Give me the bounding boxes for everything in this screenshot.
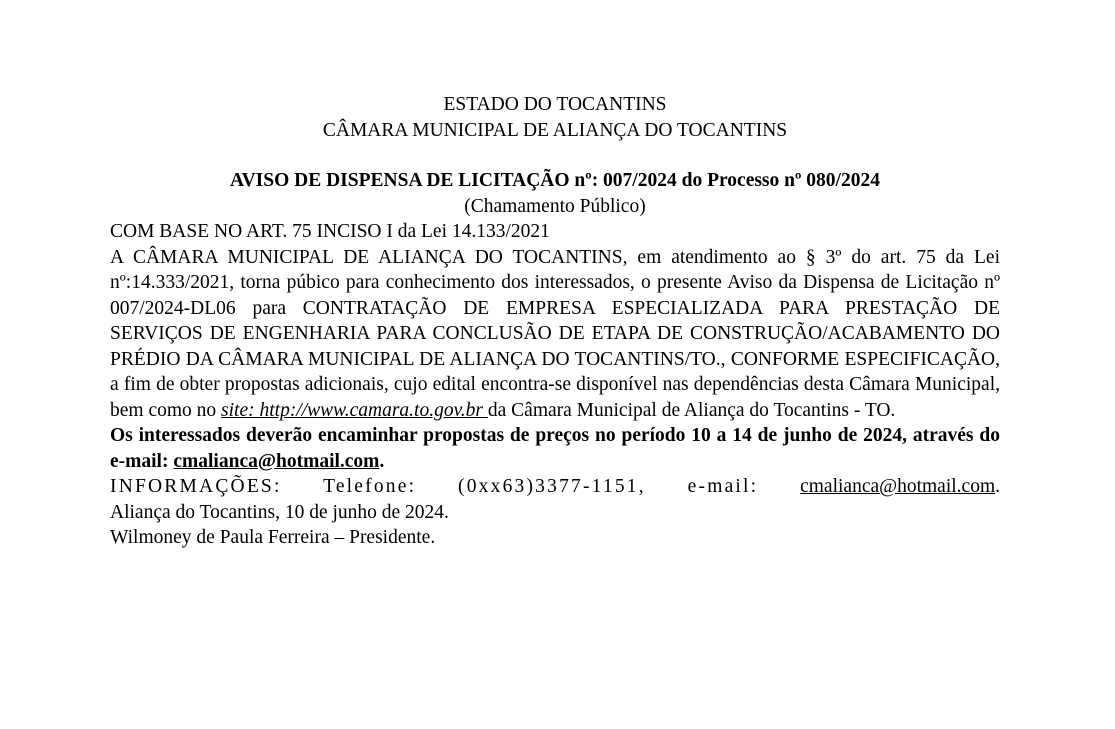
proposals-end: . xyxy=(379,450,385,472)
notice-body-text: A CÂMARA MUNICIPAL DE ALIANÇA DO TOCANTINS, em atendimento ao § 3º do art. 75 da Lei nº:14.333/2021, torna púbico para conhecimento dos interessados, o presente Aviso da Dispensa de Licitação nº 007/2024-DL06 para CONTRATAÇÃO DE EMPRESA ESPECIALIZADA PARA PRESTAÇÃO DE SERVIÇOS DE ENGENHARIA PARA CONCLUSÃO DE ETAPA DE CONSTRUÇÃO/ACABAMENTO DO PRÉDIO DA CÂMARA MUNICIPAL DE ALIANÇA DO TOCANTINS/TO., CONFORME ESPECIFICAÇÃO, a fim de obter propostas adicionais, cujo edital encontra-se disponível nas dependências desta Câmara Municipal, bem como no xyxy=(110,246,1000,421)
document-header xyxy=(110,92,1000,143)
info-email-link[interactable]: cmalianca@hotmail.com xyxy=(800,476,996,497)
proposals-email-link[interactable]: cmalianca@hotmail.com xyxy=(173,450,380,472)
document-page xyxy=(110,92,1000,551)
place-date: Aliança do Tocantins, 10 de junho de 2024. xyxy=(110,501,449,523)
notice-body-end: da Câmara Municipal de Aliança do Tocantins - TO. xyxy=(487,399,896,421)
info-paragraph xyxy=(110,474,1000,500)
notice-body xyxy=(110,245,1000,424)
chamber-name: CÂMARA MUNICIPAL DE ALIANÇA DO TOCANTINS xyxy=(322,119,788,141)
signature: Wilmoney de Paula Ferreira – Presidente. xyxy=(110,527,436,548)
proposals-paragraph xyxy=(110,423,1000,474)
notice-subtitle: (Chamamento Público) xyxy=(464,195,646,217)
notice-title: AVISO DE DISPENSA DE LICITAÇÃO nº: 007/2024 do Processo nº 080/2024 xyxy=(230,170,880,191)
state-name: ESTADO DO TOCANTINS xyxy=(443,94,667,115)
info-end: . xyxy=(995,476,1000,497)
legal-basis: COM BASE NO ART. 75 INCISO I da Lei 14.133/2021 xyxy=(110,221,550,242)
proposals-text: Os interessados deverão encaminhar propostas de preços no período 10 a 14 de junho de 2024, através do e-mail: xyxy=(110,425,1000,472)
site-link[interactable]: site: http://www.camara.to.gov.br xyxy=(221,399,488,421)
info-text: INFORMAÇÕES: Telefone: (0xx63)3377-1151, e-mail: xyxy=(110,476,801,497)
